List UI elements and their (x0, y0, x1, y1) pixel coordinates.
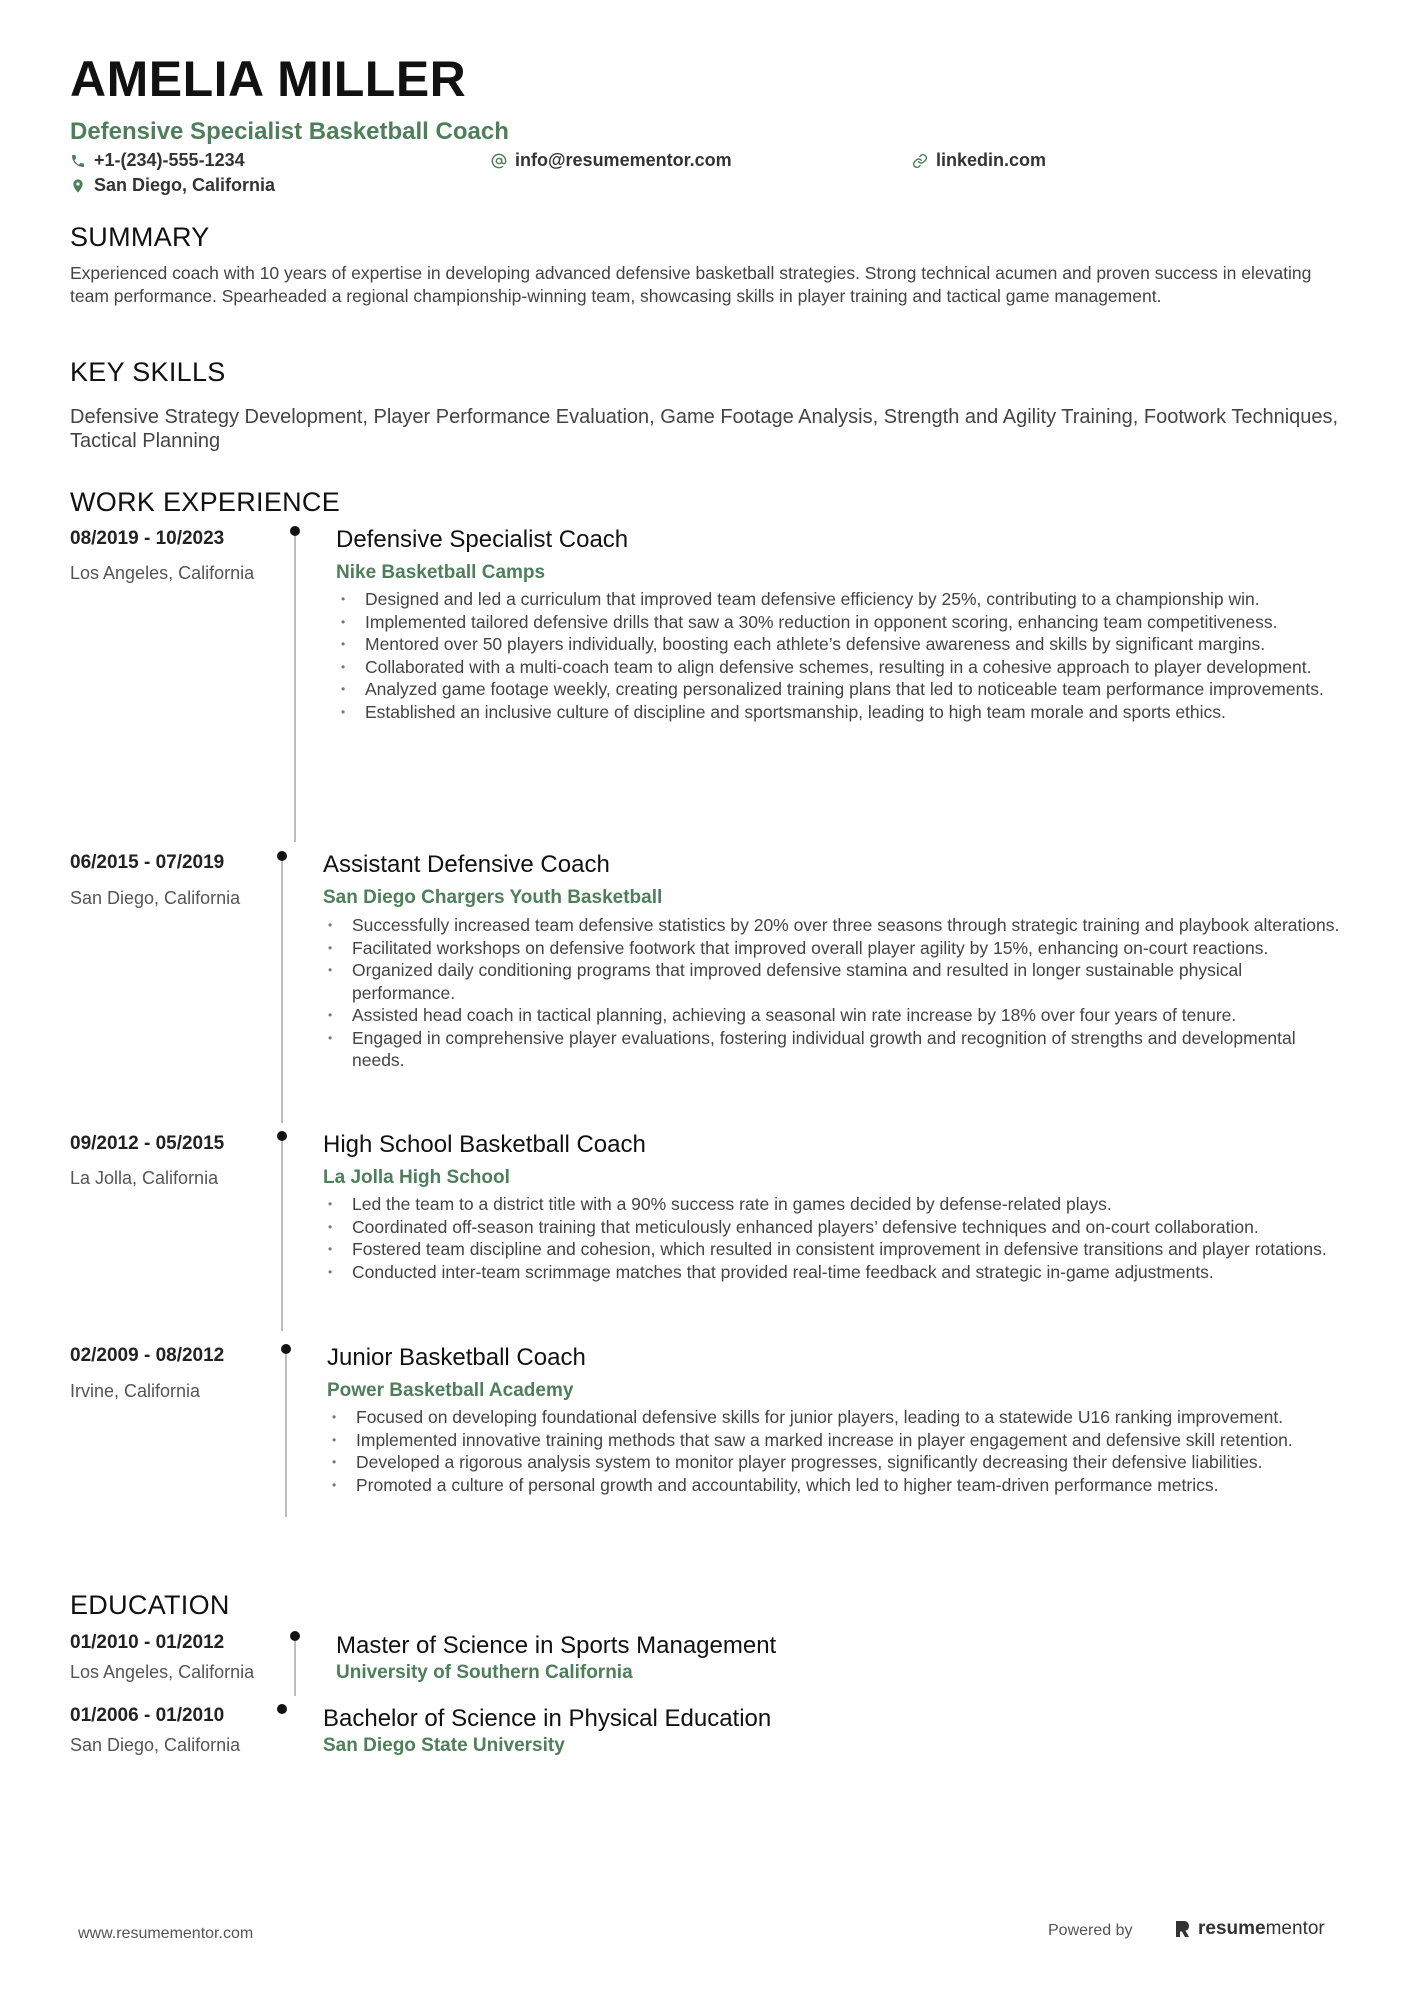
contact-email[interactable] (491, 150, 732, 171)
footer-website[interactable]: www.resumementor.com (78, 1925, 254, 1942)
location-text: San Diego, California (94, 175, 276, 195)
job-bullet: • Established an inclusive culture of discipline and sportsmanship, leading to high team morale and sports ethics. (336, 701, 1346, 724)
education-heading: EDUCATION (70, 1590, 230, 1620)
resumementor-logo-icon (1174, 1919, 1192, 1939)
timeline-line (294, 536, 296, 842)
linkedin-text: linkedin.com (936, 150, 1047, 170)
job-bullet: • Designed and led a curriculum that improved team defensive efficiency by 25%, contributing to a championship win. (336, 588, 1346, 611)
job-bullet: • Successfully increased team defensive statistics by 20% over three seasons through strategic training and playbook alterations. (323, 914, 1346, 937)
job-bullets (323, 1193, 1346, 1283)
job-bullet: • Led the team to a district title with a 90% success rate in games decided by defense-related plays. (323, 1193, 1346, 1216)
education-school: San Diego State University (323, 1735, 565, 1756)
candidate-name: AMELIA MILLER (70, 51, 467, 107)
job-bullet: • Facilitated workshops on defensive footwork that improved overall player agility by 15%, enhancing on-court reactions. (323, 937, 1346, 960)
job-dates: 09/2012 - 05/2015 (70, 1133, 225, 1154)
timeline-dot (290, 1631, 300, 1641)
job-bullet: • Promoted a culture of personal growth and accountability, which led to higher team-driven performance metrics. (327, 1474, 1346, 1497)
job-bullet: • Coordinated off-season training that meticulously enhanced players’ defensive techniques and on-court collaboration. (323, 1216, 1346, 1239)
job-bullets (327, 1406, 1346, 1496)
skills-text: Defensive Strategy Development, Player Performance Evaluation, Game Footage Analysis, Strength and Agility Training, Footwork Techniques, Tactical Planning (70, 406, 1339, 452)
job-location: Los Angeles, California (70, 563, 255, 583)
job-role: High School Basketball Coach (323, 1131, 646, 1158)
education-dates: 01/2010 - 01/2012 (70, 1632, 225, 1653)
job-bullet: • Conducted inter-team scrimmage matches that provided real-time feedback and strategic in-game adjustments. (323, 1261, 1346, 1284)
contact-location (70, 175, 275, 196)
brand-logo[interactable] (1174, 1918, 1325, 1940)
job-dates: 06/2015 - 07/2019 (70, 852, 225, 873)
summary-text: Experienced coach with 10 years of expertise in developing advanced defensive basketball strategies. Strong technical acumen and proven success in elevating team performance. Spearheaded a regional championship-winning team, showcasing skills in player training and tactical game management. (70, 263, 1312, 306)
job-bullet: • Implemented tailored defensive drills that saw a 30% reduction in opponent scoring, enhancing team competitiveness. (336, 611, 1346, 634)
job-dates: 08/2019 - 10/2023 (70, 528, 225, 549)
phone-text: +1-(234)-555-1234 (94, 150, 245, 170)
job-bullet: • Collaborated with a multi-coach team to align defensive schemes, resulting in a cohesive approach to player development. (336, 656, 1346, 679)
job-bullet: • Assisted head coach in tactical planning, achieving a seasonal win rate increase by 18% over four years of tenure. (323, 1004, 1346, 1027)
job-location: Irvine, California (70, 1381, 201, 1401)
at-sign-icon (491, 153, 507, 169)
brand-text: resumementor (1198, 1918, 1325, 1939)
job-bullets (336, 588, 1346, 723)
education-location: Los Angeles, California (70, 1662, 255, 1682)
timeline-line (294, 1641, 296, 1696)
job-company: La Jolla High School (323, 1167, 510, 1188)
job-bullets (323, 914, 1346, 1072)
job-bullet: • Organized daily conditioning programs that improved defensive stamina and resulted in longer sustainable physical performance. (323, 959, 1346, 1004)
education-degree: Master of Science in Sports Management (336, 1632, 777, 1659)
job-bullet: • Engaged in comprehensive player evaluations, fostering individual growth and recognition of strengths and developmental needs. (323, 1027, 1346, 1072)
job-role: Assistant Defensive Coach (323, 851, 610, 878)
education-location: San Diego, California (70, 1735, 241, 1755)
skills-heading: KEY SKILLS (70, 357, 226, 387)
map-pin-icon (70, 178, 86, 194)
phone-icon (70, 153, 86, 169)
job-dates: 02/2009 - 08/2012 (70, 1345, 225, 1366)
link-icon (912, 153, 928, 169)
education-school: University of Southern California (336, 1662, 633, 1683)
job-role: Defensive Specialist Coach (336, 526, 629, 553)
job-location: San Diego, California (70, 888, 241, 908)
candidate-title: Defensive Specialist Basketball Coach (70, 118, 509, 145)
email-text: info@resumementor.com (515, 150, 732, 170)
job-bullet: • Focused on developing foundational defensive skills for junior players, leading to a statewide U16 ranking improvement. (327, 1406, 1346, 1429)
timeline-dot (281, 1344, 291, 1354)
powered-by-label: Powered by (1048, 1922, 1133, 1939)
timeline-dot (277, 1131, 287, 1141)
job-bullet: • Mentored over 50 players individually, boosting each athlete’s defensive awareness and skills by significant margins. (336, 633, 1346, 656)
education-degree: Bachelor of Science in Physical Education (323, 1705, 772, 1732)
contact-linkedin[interactable] (912, 150, 1046, 171)
job-bullet: • Analyzed game footage weekly, creating personalized training plans that led to noticeable team performance improvements. (336, 678, 1346, 701)
experience-heading: WORK EXPERIENCE (70, 487, 341, 517)
timeline-line (281, 861, 283, 1123)
job-bullet: • Fostered team discipline and cohesion, which resulted in consistent improvement in defensive transitions and player rotations. (323, 1238, 1346, 1261)
job-role: Junior Basketball Coach (327, 1344, 586, 1371)
contact-phone (70, 150, 245, 171)
timeline-dot (290, 526, 300, 536)
job-location: La Jolla, California (70, 1168, 219, 1188)
job-bullet: • Developed a rigorous analysis system to monitor player progresses, significantly decreasing their defensive liabilities. (327, 1451, 1346, 1474)
timeline-line (281, 1141, 283, 1331)
education-dates: 01/2006 - 01/2010 (70, 1705, 225, 1726)
job-bullet: • Implemented innovative training methods that saw a marked increase in player engagement and defensive skill retention. (327, 1429, 1346, 1452)
timeline-dot (277, 851, 287, 861)
timeline-line (285, 1354, 287, 1517)
job-company: San Diego Chargers Youth Basketball (323, 887, 663, 908)
job-company: Power Basketball Academy (327, 1380, 574, 1401)
job-company: Nike Basketball Camps (336, 562, 546, 583)
summary-heading: SUMMARY (70, 222, 210, 252)
timeline-dot (277, 1704, 287, 1714)
